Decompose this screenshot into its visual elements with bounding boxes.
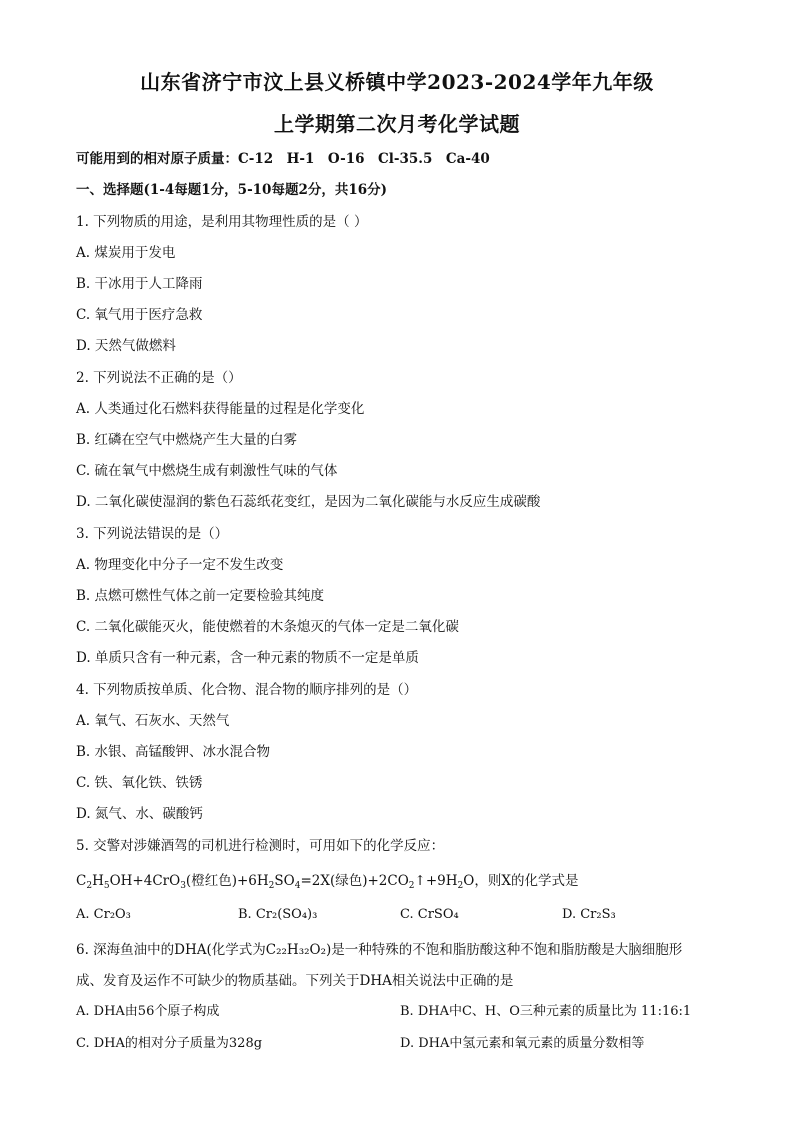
page-subtitle: 上学期第二次月考化学试题 (274, 112, 520, 136)
question-2-option-b: B. 红磷在空气中燃烧产生大量的白雾 (76, 432, 298, 448)
question-6-option-a: A. DHA由56个原子构成 (76, 1004, 220, 1019)
question-1-option-b: B. 干冰用于人工降雨 (76, 276, 203, 292)
question-4-option-d: D. 氮气、水、碳酸钙 (76, 806, 203, 822)
question-6-stem-line2: 成、发育及运作不可缺少的物质基础。下列关于DHA相关说法中正确的是 (76, 973, 514, 989)
question-5-option-c: C. CrSO₄ (400, 907, 459, 922)
question-6-option-d: D. DHA中氢元素和氧元素的质量分数相等 (400, 1036, 645, 1051)
question-2-stem: 2. 下列说法不正确的是（） (76, 370, 242, 386)
question-6-stem-line1: 6. 深海鱼油中的DHA(化学式为C₂₂H₃₂O₂)是一种特殊的不饱和脂肪酸这种不饱和脂肪酸是大脑细胞形 (76, 942, 683, 958)
question-1-option-a: A. 煤炭用于发电 (76, 245, 176, 261)
question-6-option-b: B. DHA中C、H、O三种元素的质量比为 11:16:1 (400, 1004, 692, 1019)
page-title: 山东省济宁市汶上县义桥镇中学2023-2024学年九年级 (140, 70, 654, 94)
question-4-stem: 4. 下列物质按单质、化合物、混合物的顺序排列的是（） (76, 682, 418, 698)
question-1-stem: 1. 下列物质的用途，是利用其物理性质的是（ ） (76, 214, 368, 230)
question-5-prompt: ，则X的化学式是 (474, 873, 579, 889)
chemical-equation: $C_2H_5OH+4CrO_3$(橙红色)$+6H_2SO_4=2X$(绿色)$+2CO_2↑+9H_2O$ (76, 873, 475, 891)
question-4-option-a: A. 氧气、石灰水、天然气 (76, 713, 230, 729)
question-1-option-d: D. 天然气做燃料 (76, 338, 176, 354)
question-3-option-c: C. 二氧化碳能灭火，能使燃着的木条熄灭的气体一定是二氧化碳 (76, 619, 459, 635)
question-5-option-d: D. Cr₂S₃ (562, 907, 616, 922)
section-heading: 一、选择题(1-4每题1分，5-10每题2分，共16分) (76, 182, 388, 198)
question-3-option-d: D. 单质只含有一种元素，含一种元素的物质不一定是单质 (76, 650, 419, 666)
question-1-option-c: C. 氧气用于医疗急救 (76, 307, 203, 323)
question-5-option-b: B. Cr₂(SO₄)₃ (238, 907, 318, 922)
question-3-stem: 3. 下列说法错误的是（） (76, 526, 229, 542)
question-4-option-c: C. 铁、氧化铁、铁锈 (76, 775, 203, 791)
question-2-option-c: C. 硫在氧气中燃烧生成有刺激性气味的气体 (76, 463, 338, 479)
question-5-stem: 5. 交警对涉嫌酒驾的司机进行检测时，可用如下的化学反应： (76, 838, 445, 854)
question-4-option-b: B. 水银、高锰酸钾、冰水混合物 (76, 744, 271, 760)
question-6-option-c: C. DHA的相对分子质量为328g (76, 1036, 263, 1051)
question-5-equation (76, 869, 578, 891)
question-3-option-b: B. 点燃可燃性气体之前一定要检验其纯度 (76, 588, 325, 604)
question-2-option-a: A. 人类通过化石燃料获得能量的过程是化学变化 (76, 401, 365, 417)
atomic-masses: 可能用到的相对原子质量：C-12 H-1 O-16 Cl-35.5 Ca-40 (76, 151, 490, 167)
question-3-option-a: A. 物理变化中分子一定不发生改变 (76, 557, 284, 573)
question-5-option-a: A. Cr₂O₃ (76, 907, 131, 922)
question-2-option-d: D. 二氧化碳使湿润的紫色石蕊纸花变红，是因为二氧化碳能与水反应生成碳酸 (76, 494, 541, 510)
